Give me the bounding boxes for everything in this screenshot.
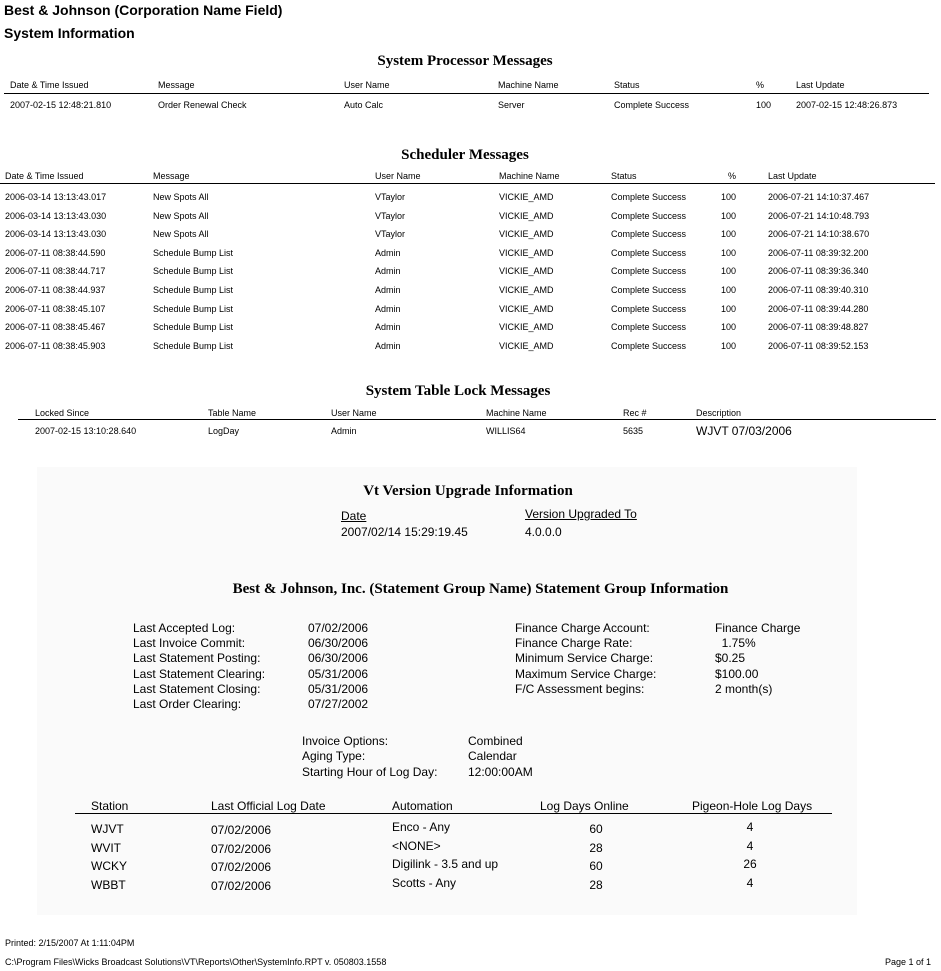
column-header: Pigeon-Hole Log Days (692, 799, 813, 813)
table-cell: Auto Calc (344, 100, 384, 110)
table-cell: Schedule Bump List (153, 285, 234, 295)
column-header: Status (614, 80, 640, 90)
table-cell: 2006-07-11 08:38:45.903 (5, 340, 106, 351)
table-cell: 2007-02-15 12:48:21.810 (10, 100, 112, 110)
table-cell: 2006-07-11 08:39:44.280 (768, 303, 869, 314)
table-cell: VICKIE_AMD (499, 192, 554, 202)
column-header: Message (153, 171, 190, 181)
table-cell: Admin (375, 340, 401, 351)
table-cell: Complete Success (611, 340, 687, 351)
field-value: Finance Charge (715, 621, 801, 635)
field-value: 12:00:00AM (468, 764, 533, 779)
processor-header-rule (4, 93, 929, 94)
column-header: Date & Time Issued (10, 80, 89, 90)
field-label: F/C Assessment begins: (515, 681, 645, 696)
statement-section-title: Best & Johnson, Inc. (Statement Group Name) Statement Group Information (232, 581, 729, 597)
table-cell: 2006-07-11 08:39:36.340 (768, 266, 869, 277)
table-cell: 4 (746, 838, 754, 853)
table-cell: Complete Success (614, 100, 690, 110)
column-header: Automation (392, 799, 453, 813)
column-header: % (728, 171, 737, 181)
table-cell: Complete Success (611, 210, 687, 221)
report-subtitle: System Information (4, 25, 135, 41)
table-cell: 2006-07-11 08:38:45.107 (5, 303, 106, 314)
field-label: Last Invoice Commit: (133, 636, 246, 651)
table-cell: Schedule Bump List (153, 322, 234, 333)
table-cell: Admin (375, 322, 401, 333)
column-header: Table Name (208, 408, 257, 418)
processor-section-title: System Processor Messages (377, 53, 553, 69)
table-cell: 2006-07-11 08:38:44.937 (5, 285, 106, 295)
table-cell: 2006-07-11 08:38:44.590 (5, 247, 106, 258)
table-cell: 2007-02-15 12:48:26.873 (796, 100, 898, 110)
column-header: Station (91, 799, 129, 813)
table-cell: VICKIE_AMD (499, 322, 554, 333)
table-cell: 2006-07-21 14:10:48.793 (768, 210, 870, 221)
table-cell: VICKIE_AMD (499, 266, 554, 277)
table-cell: Schedule Bump List (153, 247, 234, 258)
table-cell: Digilink - 3.5 and up (392, 857, 499, 871)
table-cell: Server (498, 100, 525, 110)
table-cell: Schedule Bump List (153, 340, 234, 351)
table-cell: Complete Success (611, 192, 687, 202)
table-cell: Admin (375, 247, 401, 258)
table-cell: 2006-03-14 13:13:43.017 (5, 192, 107, 202)
table-cell: 100 (721, 322, 737, 333)
page-number: Page 1 of 1 (884, 957, 931, 967)
table-cell: WVIT (91, 840, 121, 855)
table-cell: VICKIE_AMD (499, 303, 554, 314)
table-cell: New Spots All (153, 192, 209, 202)
scheduler-section-title: Scheduler Messages (401, 147, 529, 163)
table-cell: Admin (375, 285, 401, 295)
report-file-path: C:\Program Files\Wicks Broadcast Solutions\VT\Reports\Other\SystemInfo.RPT v. 050803.1558 (5, 957, 387, 967)
table-cell: Schedule Bump List (153, 303, 234, 314)
table-cell: 4 (746, 820, 754, 834)
table-cell: 07/02/2006 (211, 860, 272, 874)
table-cell: 2006-03-14 13:13:43.030 (5, 210, 107, 221)
table-cell: 60 (589, 859, 603, 873)
table-cell: 100 (721, 340, 737, 351)
field-value: Combined (468, 734, 523, 748)
station-header-rule (75, 813, 832, 814)
table-cell: Enco - Any (392, 820, 451, 834)
field-value: $0.25 (715, 651, 746, 666)
table-cell: New Spots All (153, 229, 209, 240)
field-value: 05/31/2006 (308, 666, 369, 681)
column-header: Locked Since (35, 408, 90, 418)
table-lock-section-title: System Table Lock Messages (365, 383, 551, 399)
table-cell: VICKIE_AMD (499, 229, 554, 240)
corporation-name: Best & Johnson (Corporation Name Field) (4, 2, 283, 18)
column-header: User Name (375, 171, 421, 181)
column-header: Rec # (623, 408, 647, 418)
column-header: Machine Name (486, 408, 547, 418)
upgrade-version-header: Version Upgraded To (525, 507, 637, 521)
field-value: 06/30/2006 (308, 651, 369, 666)
field-value: 2 month(s) (715, 681, 773, 696)
table-cell: Complete Success (611, 247, 687, 258)
field-label: Finance Charge Account: (515, 621, 650, 635)
field-label: Aging Type: (302, 749, 366, 764)
table-cell: Complete Success (611, 322, 687, 333)
table-cell: 2006-03-14 13:13:43.030 (5, 229, 107, 240)
column-header: User Name (331, 408, 377, 418)
table-cell: VTaylor (375, 210, 406, 221)
table-cell: 5635 (623, 426, 644, 436)
table-cell: New Spots All (153, 210, 209, 221)
table-cell: Order Renewal Check (158, 100, 247, 110)
table-cell: Admin (375, 303, 401, 314)
table-cell: Admin (331, 426, 357, 436)
column-header: % (756, 80, 765, 90)
table-cell: 2007-02-15 13:10:28.640 (35, 426, 137, 436)
upgrade-date-header: Date (341, 509, 367, 523)
scheduler-header-rule (0, 183, 935, 184)
table-cell: Admin (375, 266, 401, 277)
table-cell: 07/02/2006 (211, 841, 272, 856)
table-cell: Complete Success (611, 266, 687, 277)
column-header: Status (611, 171, 637, 181)
column-header: Machine Name (498, 80, 559, 90)
table-cell: 100 (721, 229, 737, 240)
table-cell: 07/02/2006 (211, 823, 272, 837)
table-cell: 100 (721, 210, 737, 221)
table-cell: VICKIE_AMD (499, 285, 554, 295)
table-cell: 100 (721, 303, 737, 314)
field-label: Last Statement Closing: (133, 681, 261, 696)
table-cell: WCKY (91, 859, 127, 873)
field-label: Last Statement Clearing: (133, 666, 266, 681)
table-cell: 2006-07-21 14:10:38.670 (768, 229, 870, 240)
table-cell: 26 (743, 857, 757, 871)
table-cell: 100 (721, 266, 737, 277)
field-value: 1.75% (715, 636, 756, 651)
table-cell: VICKIE_AMD (499, 210, 554, 221)
field-value: $100.00 (715, 666, 759, 681)
upgrade-version-value: 4.0.0.0 (525, 525, 562, 539)
table-lock-header-rule (18, 419, 936, 420)
column-header: Description (696, 408, 742, 418)
table-cell: 2006-07-11 08:38:44.717 (5, 266, 106, 277)
field-label: Invoice Options: (302, 734, 389, 748)
table-cell: WBBT (91, 877, 126, 892)
column-header: Last Update (768, 171, 817, 181)
table-cell: 60 (589, 822, 603, 836)
table-cell: Schedule Bump List (153, 266, 234, 277)
table-cell: 07/02/2006 (211, 878, 272, 893)
table-cell: WJVT (91, 822, 124, 836)
table-cell: 100 (721, 247, 737, 258)
upgrade-date-value: 2007/02/14 15:29:19.45 (341, 525, 468, 539)
table-cell: 4 (746, 875, 754, 890)
table-cell: WJVT 07/03/2006 (696, 424, 792, 438)
field-label: Minimum Service Charge: (515, 651, 654, 666)
field-label: Last Order Clearing: (133, 697, 242, 711)
table-cell: 2006-07-11 08:39:52.153 (768, 340, 869, 351)
field-value: 06/30/2006 (308, 636, 369, 651)
field-value: 07/02/2006 (308, 621, 369, 635)
table-cell: <NONE> (392, 838, 441, 853)
field-label: Starting Hour of Log Day: (302, 764, 438, 779)
table-cell: 100 (756, 100, 772, 110)
table-cell: 2006-07-11 08:39:48.827 (768, 322, 869, 333)
column-header: User Name (344, 80, 390, 90)
column-header: Date & Time Issued (5, 171, 84, 181)
table-cell: 2006-07-11 08:39:40.310 (768, 285, 869, 295)
field-value: Calendar (468, 749, 517, 764)
table-cell: 2006-07-11 08:38:45.467 (5, 322, 106, 333)
table-cell: WILLIS64 (486, 426, 526, 436)
table-cell: Complete Success (611, 285, 687, 295)
field-label: Last Accepted Log: (133, 621, 236, 635)
field-label: Last Statement Posting: (133, 651, 261, 666)
table-cell: VICKIE_AMD (499, 247, 554, 258)
field-label: Finance Charge Rate: (515, 636, 633, 651)
field-label: Maximum Service Charge: (515, 666, 657, 681)
table-cell: 2006-07-11 08:39:32.200 (768, 247, 869, 258)
column-header: Machine Name (499, 171, 560, 181)
field-value: 05/31/2006 (308, 681, 369, 696)
table-cell: LogDay (208, 426, 240, 436)
table-cell: Scotts - Any (392, 875, 457, 890)
column-header: Message (158, 80, 195, 90)
column-header: Last Official Log Date (211, 799, 326, 813)
table-cell: 28 (589, 877, 603, 892)
table-cell: VTaylor (375, 192, 406, 202)
printed-timestamp: Printed: 2/15/2007 At 1:11:04PM (5, 938, 135, 948)
table-cell: VTaylor (375, 229, 406, 240)
field-value: 07/27/2002 (308, 697, 369, 711)
table-cell: 100 (721, 285, 737, 295)
table-cell: VICKIE_AMD (499, 340, 554, 351)
table-cell: Complete Success (611, 229, 687, 240)
upgrade-section-title: Vt Version Upgrade Information (363, 483, 573, 499)
table-cell: 28 (589, 840, 603, 855)
column-header: Last Update (796, 80, 845, 90)
column-header: Log Days Online (540, 799, 629, 813)
table-cell: 100 (721, 192, 737, 202)
table-cell: 2006-07-21 14:10:37.467 (768, 192, 870, 202)
table-cell: Complete Success (611, 303, 687, 314)
